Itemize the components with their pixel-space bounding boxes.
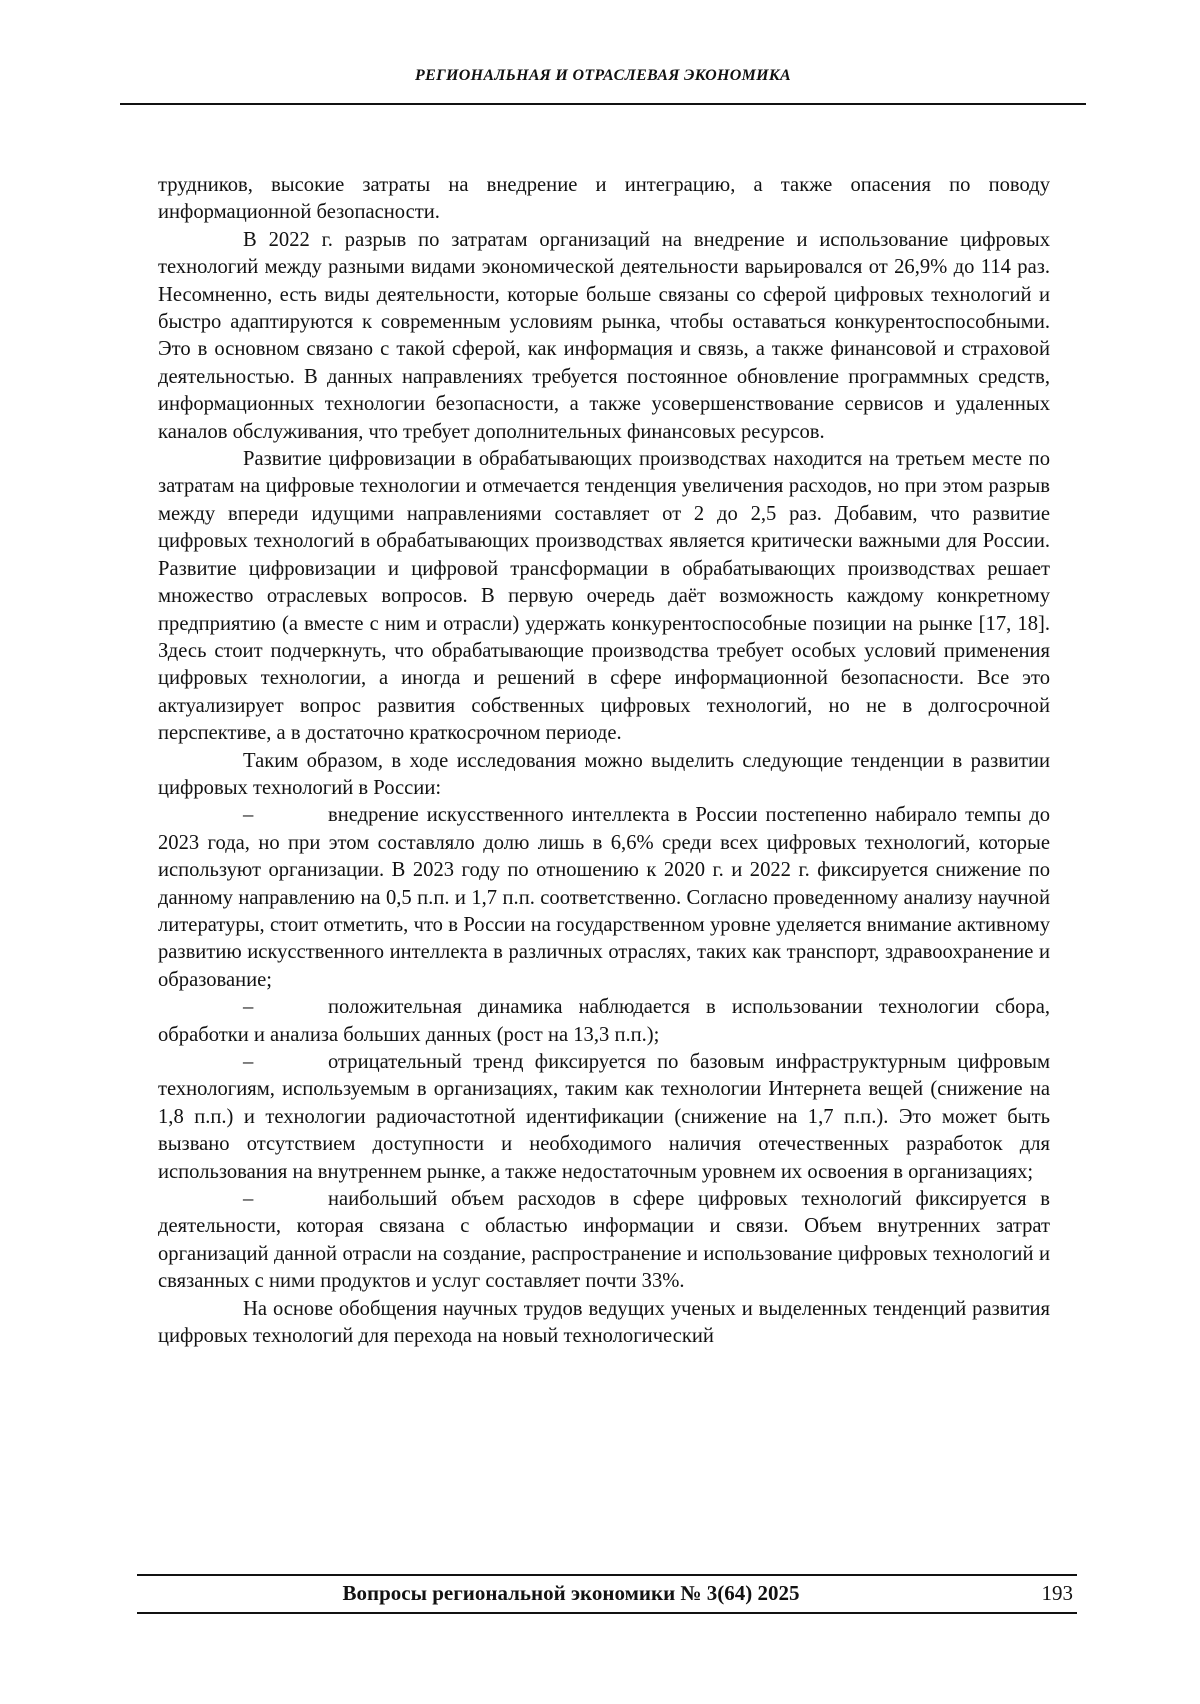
list-item-text: отрицательный тренд фиксируется по базовым инфраструктурным цифровым технологиям, используемым в организациях, таким как технологии Интернета вещей (снижение на 1,8 п.п.) и технологии радиочастотной идентификации (снижение на 1,7 п.п.). Это может быть вызвано отсутствием доступности и необходимого наличия отечественных разработок для использования на внутреннем рынке, а также недостаточным уровнем их освоения в организациях; <box>158 1051 1050 1183</box>
list-item-text: внедрение искусственного интеллекта в России постепенно набирало темпы до 2023 года, но при этом составляло долю лишь в 6,6% среди всех цифровых технологий, которые используют организации. В 2023 году по отношению к 2020 г. и 2022 г. фиксируется снижение по данному направлению на 0,5 п.п. и 1,7 п.п. соответственно. Согласно проведенному анализу научной литературы, стоит отметить, что в России на государственном уровне уделяется внимание активному развитию искусственного интеллекта в различных отраслях, таких как транспорт, здравоохранение и образование; <box>158 804 1050 991</box>
list-item <box>158 802 1050 994</box>
list-item-text: положительная динамика наблюдается в использовании технологии сбора, обработки и анализа больших данных (рост на 13,3 п.п.); <box>158 996 1050 1046</box>
dash-marker: – <box>243 996 254 1019</box>
paragraph: В 2022 г. разрыв по затратам организаций на внедрение и использование цифровых технологий между разными видами экономической деятельности варьировался от 26,9% до 114 раз. Несомненно, есть виды деятельности, которые больше связаны со сферой цифровых технологий и быстро адаптируются к современным условиям рынка, чтобы оставаться конкурентоспособными. Это в основном связано с такой сферой, как информация и связь, а также финансовой и страховой деятельностью. В данных направлениях требуется постоянное обновление программных средств, информационных технологии безопасности, а также усовершенствование сервисов и удаленных каналов обслуживания, что требует дополнительных финансовых ресурсов. <box>158 228 1050 443</box>
list-item <box>158 994 1050 1049</box>
journal-title: Вопросы региональной экономики № 3(64) 2025 <box>342 1581 800 1605</box>
list-item-text: наибольший объем расходов в сфере цифровых технологий фиксируется в деятельности, которая связана с областью информации и связи. Объем внутренних затрат организаций данной отрасли на создание, распространение и использование цифровых технологий и связанных с ними продуктов и услуг составляет почти 33%. <box>158 1188 1050 1293</box>
dash-marker: – <box>243 1188 254 1211</box>
paragraph: Таким образом, в ходе исследования можно выделить следующие тенденции в развитии цифровых технологий в России: <box>158 749 1050 799</box>
article-body <box>158 172 1050 1350</box>
list-item <box>158 1049 1050 1186</box>
paragraph: трудников, высокие затраты на внедрение и интеграцию, а также опасения по поводу информационной безопасности. <box>158 174 1050 224</box>
page-number: 193 <box>1041 1581 1073 1605</box>
paragraph: Развитие цифровизации в обрабатывающих производствах находится на третьем месте по затратам на цифровые технологии и отмечается тенденция увеличения расходов, но при этом разрыв между впереди идущими направлениями составляет от 2 до 2,5 раз. Добавим, что развитие цифровых технологий в обрабатывающих производствах является критически важными для России. Развитие цифровизации и цифровой трансформации в обрабатывающих производствах решает множество отраслевых вопросов. В первую очередь даёт возможность каждому конкретному предприятию (а вместе с ним и отрасли) удержать конкурентоспособные позиции на рынке [17, 18]. Здесь стоит подчеркнуть, что обрабатывающие производства требует особых условий применения цифровых технологии, а иногда и решений в сфере информационной безопасности. Все это актуализирует вопрос развития собственных цифровых технологий, но не в долгосрочной перспективе, а в достаточно краткосрочном периоде. <box>158 448 1050 745</box>
footer-rule-top <box>137 1574 1077 1576</box>
list-item <box>158 1186 1050 1296</box>
paragraph: На основе обобщения научных трудов ведущих ученых и выделенных тенденций развития цифровых технологий для перехода на новый технологический <box>158 1297 1050 1348</box>
dash-marker: – <box>243 1051 254 1073</box>
header-rule <box>120 103 1086 105</box>
dash-marker: – <box>243 804 254 827</box>
running-title: РЕГИОНАЛЬНАЯ И ОТРАСЛЕВАЯ ЭКОНОМИКА <box>415 67 791 84</box>
footer-rule-bottom <box>137 1612 1077 1614</box>
